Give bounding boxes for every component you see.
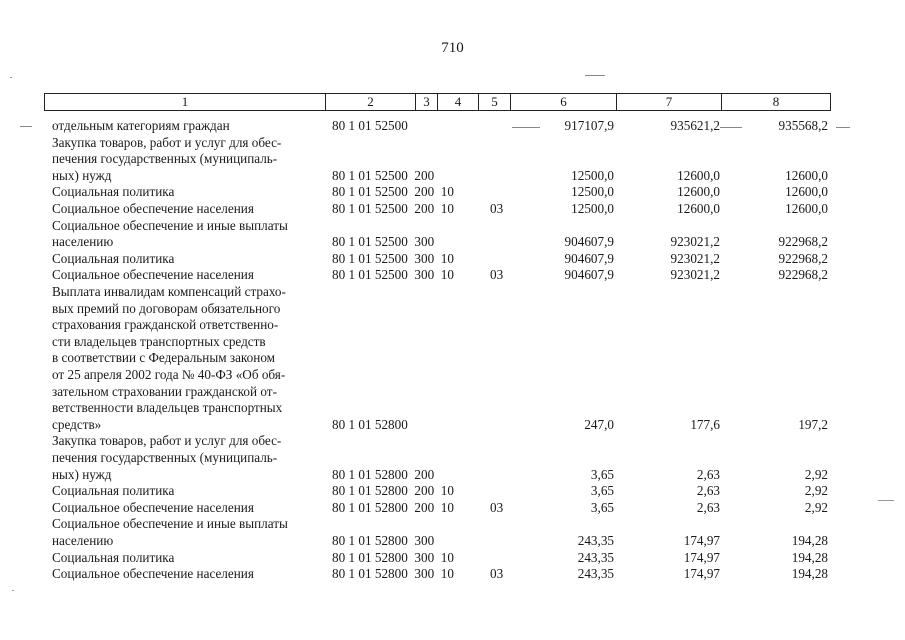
row-value-8: 194,28 [791,532,828,548]
row-col5: 03 [490,200,504,216]
header-col-3: 3 [416,94,438,110]
header-col-1: 1 [45,94,326,110]
row-value-7: 923021,2 [670,234,720,250]
header-col-2: 2 [326,94,416,110]
row-value-6: 243,35 [577,532,614,548]
row-name-line: Социальное обеспечение и иные выплаты [52,516,288,532]
row-name-line: Социальная политика [52,184,175,200]
table-body [0,118,905,583]
table-row [0,135,905,185]
row-col5: 03 [490,267,504,283]
row-name-line: печения государственных (муниципаль- [52,449,278,465]
row-name-line: Социальное обеспечение населения [52,267,254,283]
row-name [52,135,324,185]
row-name-line: в соответствии с Федеральным законом [52,350,276,366]
table-row [0,284,905,433]
table-row [0,550,905,567]
row-value-6: 12500,0 [571,184,614,200]
row-value-6: 3,65 [590,499,614,515]
row-value-7: 923021,2 [670,250,720,266]
row-value-7: 923021,2 [670,267,720,283]
row-name-line: средств» [52,416,102,432]
row-value-7: 12600,0 [677,200,720,216]
row-value-8: 194,28 [791,566,828,582]
row-value-7: 174,97 [683,566,720,582]
row-name-line: Социальное обеспечение населения [52,200,254,216]
row-value-7: 935621,2 [670,118,720,133]
row-name-line: Социальная политика [52,549,175,565]
row-code: 80 1 01 52800 300 10 [332,566,454,582]
row-value-6: 247,0 [584,416,614,432]
row-name [52,184,324,201]
row-name [52,251,324,268]
scan-artifact [585,75,605,76]
row-value-6: 12500,0 [571,167,614,183]
row-name-line: печения государственных (муниципаль- [52,151,278,167]
header-col-8: 8 [772,94,780,109]
row-value-6: 3,65 [590,483,614,499]
header-col-6: 6 [511,94,617,110]
row-code: 80 1 01 52500 200 10 [332,184,454,200]
row-name-line: зательном страховании гражданской от- [52,383,277,399]
table-row [0,267,905,284]
row-col5: 03 [490,566,504,582]
table-row [0,251,905,268]
row-value-8: 197,2 [798,416,828,432]
row-value-7: 177,6 [690,416,720,432]
row-name-line: Социальное обеспечение населения [52,499,254,515]
row-value-7: 2,63 [696,499,720,515]
row-name-line: ных) нужд [52,466,112,482]
row-value-7: 174,97 [683,549,720,565]
page-number: 710 [441,40,464,56]
row-col5: 03 [490,499,504,515]
row-name [52,483,324,500]
row-value-8: 2,92 [804,499,828,515]
row-code: 80 1 01 52800 200 10 [332,499,454,515]
table-row [0,201,905,218]
row-name [52,433,324,483]
row-name-line: ных) нужд [52,167,112,183]
row-value-7: 2,63 [696,466,720,482]
row-name-line: страхования гражданской ответственно- [52,317,279,333]
row-name [52,284,324,433]
row-code: 80 1 01 52500 300 [332,234,435,250]
table-row [0,483,905,500]
row-value-8: 12600,0 [785,167,828,183]
row-code: 80 1 01 52800 [332,416,408,432]
row-code: 80 1 01 52800 300 10 [332,549,454,565]
row-name-line: Закупка товаров, работ и услуг для обес- [52,433,282,449]
header-col-5: 5 [479,94,511,110]
row-name-line: Социальная политика [52,250,175,266]
table-row [0,516,905,549]
row-name-line: населению [52,234,114,250]
row-name-line: вых премий по договорам обязательного [52,300,281,316]
scan-artifact [10,77,12,78]
row-value-8: 935568,2 [778,118,828,133]
table-row [0,433,905,483]
row-value-7: 2,63 [696,483,720,499]
row-value-6: 904607,9 [564,267,614,283]
row-name [52,550,324,567]
row-name [52,201,324,218]
row-name-line: от 25 апреля 2002 года № 40-ФЗ «Об обя- [52,366,286,382]
row-code: 80 1 01 52500 [332,118,408,133]
row-value-8: 2,92 [804,483,828,499]
row-name [52,267,324,284]
row-value-8: 922968,2 [778,250,828,266]
row-code: 80 1 01 52500 300 10 [332,267,454,283]
row-value-8: 12600,0 [785,200,828,216]
row-code: 80 1 01 52800 200 10 [332,483,454,499]
row-name-line: Выплата инвалидам компенсаций страхо- [52,283,286,299]
row-value-7: 12600,0 [677,184,720,200]
row-value-8: 12600,0 [785,184,828,200]
row-name-line: Социальное обеспечение и иные выплаты [52,217,288,233]
row-name [52,500,324,517]
row-value-7: 12600,0 [677,167,720,183]
header-col-7: 7 [617,94,722,110]
row-name [52,218,324,251]
row-value-6: 12500,0 [571,200,614,216]
table-row [0,118,905,135]
row-code: 80 1 01 52500 200 10 [332,200,454,216]
row-value-8: 194,28 [791,549,828,565]
table-row [0,566,905,583]
row-value-6: 243,35 [577,549,614,565]
row-name-line: Социальное обеспечение населения [52,566,254,582]
row-name [52,516,324,549]
row-value-6: 904607,9 [564,234,614,250]
header-col-4: 4 [438,94,479,110]
row-code: 80 1 01 52500 300 10 [332,250,454,266]
row-name-line: Социальная политика [52,483,175,499]
row-name-line: населению [52,532,114,548]
row-value-8: 922968,2 [778,234,828,250]
table-header [44,93,831,111]
row-name-line: отдельным категориям граждан [52,118,230,133]
row-code: 80 1 01 52500 200 [332,167,435,183]
table-row [0,184,905,201]
row-name-line: сти владельцев транспортных средств [52,333,266,349]
row-value-6: 904607,9 [564,250,614,266]
table-row [0,218,905,251]
row-value-8: 922968,2 [778,267,828,283]
row-value-6: 917107,9 [564,118,614,133]
row-value-7: 174,97 [683,532,720,548]
row-name [52,566,324,583]
table-row [0,500,905,517]
row-value-6: 243,35 [577,566,614,582]
row-name [52,118,324,135]
scan-artifact [12,590,14,591]
row-value-8: 2,92 [804,466,828,482]
row-code: 80 1 01 52800 300 [332,532,435,548]
row-code: 80 1 01 52800 200 [332,466,435,482]
row-name-line: Закупка товаров, работ и услуг для обес- [52,134,282,150]
row-value-6: 3,65 [590,466,614,482]
row-name-line: ветственности владельцев транспортных [52,400,283,416]
